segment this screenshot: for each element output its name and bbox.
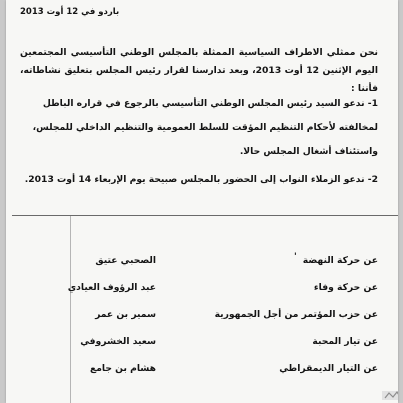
signatory-name: سمير بن عمر	[95, 309, 156, 320]
intro-paragraph: نحن ممثلي الاطراف السياسية الممثلة بالمجلس الوطني التأسيسي المجتمعين اليوم الإثنين 12 أوت 2013، وبعد تدارسنا لقرار رئيس المجلس بتعليق نشاطاته، فأننا :	[20, 47, 379, 94]
document-page	[6, 0, 398, 403]
signatory-party: عن حزب المؤتمر من أجل الجمهورية	[214, 309, 378, 320]
tick-mark: '	[294, 252, 297, 262]
signatory-row	[66, 355, 378, 382]
signatory-name: الصحبي عتيق	[95, 255, 156, 266]
point-text: ندعو السيد رئيس المجلس الوطني التأسيسي بالرجوع في قراره الباطل لمخالفته لأحكام التنظيم المؤقت للسلط العمومية والتنظيم الداخلي للمجلس، واستئناف أشغال المجلس حالا.	[32, 98, 378, 157]
signatory-party: عن تيار المحبة	[312, 336, 378, 347]
corner-watermark-icon	[382, 389, 398, 401]
signatory-row	[66, 301, 378, 328]
signatory-party: عن حركة وفاء	[313, 282, 378, 293]
signatory-row	[66, 328, 378, 355]
point-number: 1-	[367, 98, 378, 109]
signatory-row	[66, 247, 378, 274]
signatory-party: عن حركة النهضة	[302, 255, 378, 266]
signatory-name: هشام بن جامع	[89, 363, 156, 374]
signatory-row	[66, 274, 378, 301]
signatory-name: سعيد الخشروفي	[80, 336, 156, 347]
signatory-party: عن التيار الديمقراطي	[279, 363, 378, 374]
signatory-name: عبد الرؤوف العيادي	[67, 282, 156, 293]
document-date: باردو في 12 أوت 2013	[20, 7, 120, 17]
signatories-table	[66, 247, 378, 382]
point-text: ندعو الزملاء النواب إلى الحضور بالمجلس صبيحة يوم الإربعاء 14 أوت 2013.	[24, 174, 365, 185]
demand-point-1	[20, 92, 378, 164]
point-number: 2-	[367, 174, 378, 185]
demand-point-2	[20, 168, 378, 192]
